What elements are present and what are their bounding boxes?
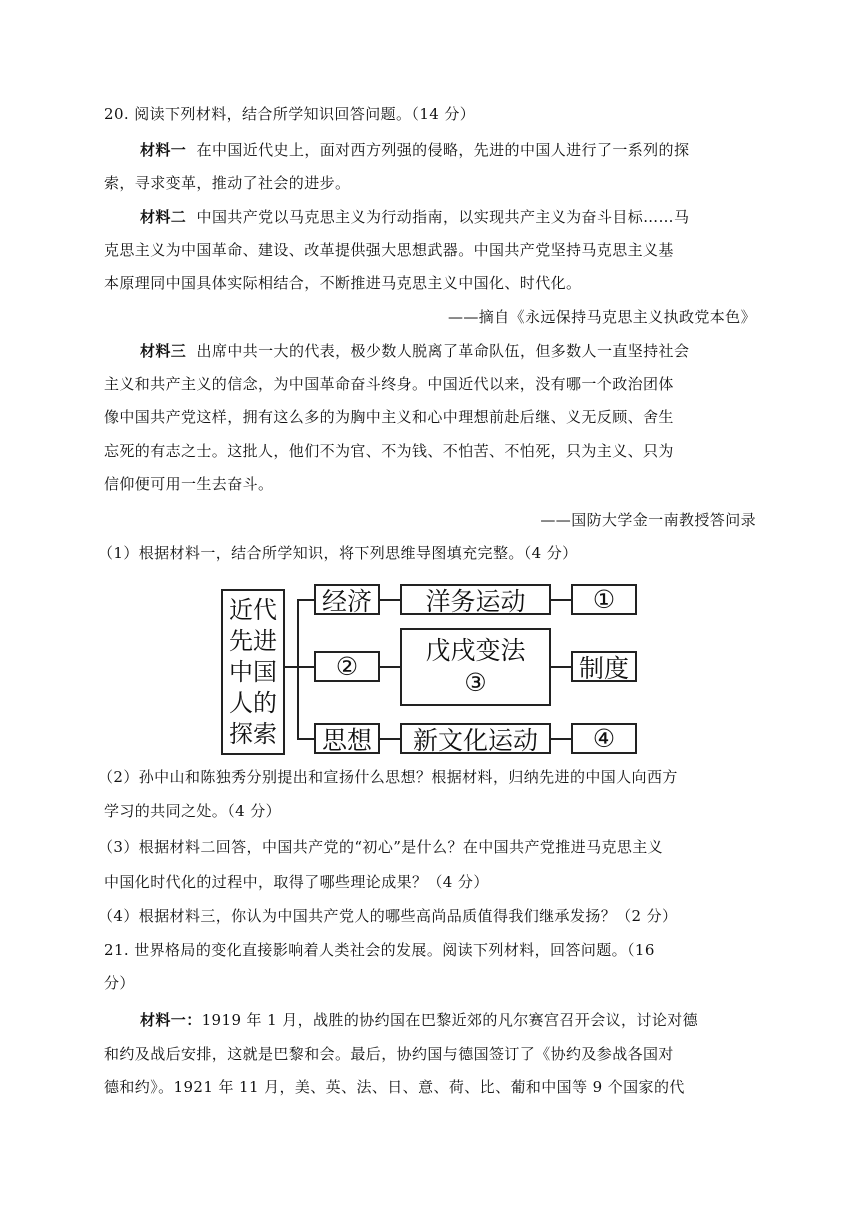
mindmap-root-line: 人的 [229, 688, 277, 717]
connector-line [380, 666, 400, 668]
connector-line [297, 599, 314, 601]
material-3-line-4: 忘死的有志之士。这批人，他们不为官、不为钱、不怕苦、不怕死，只为主义、只为 [104, 442, 674, 460]
material-2-line-1 [140, 207, 756, 227]
mindmap-root-line: 先进 [229, 626, 277, 655]
connector-line [297, 666, 314, 668]
material-1-line-1 [140, 140, 756, 160]
mindmap-root-line: 中国 [229, 657, 277, 686]
mindmap-answer-2: ② [314, 651, 380, 682]
material-3-line-3: 像中国共产党这样，拥有这么多的为胸中主义和心中理想前赴后继、义无反顾、舍生 [104, 408, 674, 426]
q21-material-1-line-2: 和约及战后安排，这就是巴黎和会。最后，协约国与德国签订了《协约及参战各国对 [104, 1045, 674, 1063]
material-2-label: 材料二 [140, 208, 187, 226]
mindmap-answer-1: ① [571, 584, 637, 615]
material-1-label: 材料一 [140, 141, 187, 159]
material-1-text: 在中国近代史上，面对西方列强的侵略，先进的中国人进行了一系列的探 [196, 141, 690, 159]
q21-material-1-text: 1919 年 1 月，战胜的协约国在巴黎近郊的凡尔赛宫召开会议，讨论对德 [201, 1011, 699, 1029]
material-3-line-5: 信仰便可用一生去奋斗。 [104, 475, 274, 493]
q21-material-1-label: 材料一： [140, 1011, 202, 1029]
sub-question-1: （1）根据材料一，结合所学知识，将下列思维导图填充完整。（4 分） [98, 544, 578, 562]
sub-question-4: （4）根据材料三，你认为中国共产党人的哪些高尚品质值得我们继承发扬？（2 分） [98, 907, 678, 925]
question-20-title: 20. 阅读下列材料，结合所学知识回答问题。（14 分） [104, 105, 476, 123]
material-1-line-2: 索，寻求变革，推动了社会的进步。 [104, 174, 351, 192]
q21-material-1-line-1 [140, 1010, 756, 1030]
material-3-source: ——国防大学金一南教授答问录 [540, 511, 756, 529]
mindmap-event-new-culture: 新文化运动 [400, 723, 551, 754]
mindmap-answer-4: ④ [571, 723, 637, 754]
q21-material-1-line-3: 德和约》。1921 年 11 月，美、英、法、日、意、荷、比、葡和中国等 9 个国家的代 [104, 1078, 685, 1096]
mindmap-category-economy: 经济 [314, 584, 380, 615]
mindmap-root-line: 近代 [229, 595, 277, 624]
connector-line [551, 738, 571, 740]
mindmap-answer-3: ③ [464, 668, 487, 697]
question-21-title-line-1: 21. 世界格局的变化直接影响着人类社会的发展。阅读下列材料，回答问题。（16 [104, 941, 655, 959]
mind-map [221, 584, 641, 756]
sub-question-3-line-1: （3）根据材料二回答，中国共产党的“初心”是什么？在中国共产党推进马克思主义 [98, 838, 664, 856]
sub-question-2-line-1: （2）孙中山和陈独秀分别提出和宣扬什么思想？根据材料，归纳先进的中国人向西方 [98, 768, 678, 786]
material-3-line-2: 主义和共产主义的信念，为中国革命奋斗终身。中国近代以来，没有哪一个政治团体 [104, 375, 674, 393]
connector-line [297, 599, 299, 739]
connector-line [380, 599, 400, 601]
mindmap-root-line: 探索 [229, 719, 277, 748]
mindmap-root-box [221, 589, 285, 755]
mindmap-category-thought: 思想 [314, 723, 380, 754]
connector-line [551, 599, 571, 601]
mindmap-result-system: 制度 [571, 651, 637, 682]
material-2-line-3: 本原理同中国具体实际相结合，不断推进马克思主义中国化、时代化。 [104, 274, 582, 292]
sub-question-3-line-2: 中国化时代化的过程中，取得了哪些理论成果？（4 分） [104, 873, 489, 891]
question-21-title-line-2: 分） [104, 974, 135, 992]
connector-line [284, 666, 298, 668]
connector-line [380, 738, 400, 740]
connector-line [551, 666, 571, 668]
mindmap-event-yangwu: 洋务运动 [400, 584, 551, 615]
mindmap-event-wuxu [400, 628, 551, 706]
material-2-text: 中国共产党以马克思主义为行动指南，以实现共产主义为奋斗目标……马 [196, 208, 690, 226]
sub-question-2-line-2: 学习的共同之处。（4 分） [104, 802, 282, 820]
material-3-label: 材料三 [140, 342, 187, 360]
material-3-text: 出席中共一大的代表，极少数人脱离了革命队伍，但多数人一直坚持社会 [196, 342, 690, 360]
material-2-line-2: 克思主义为中国革命、建设、改革提供强大思想武器。中国共产党坚持马克思主义基 [104, 241, 674, 259]
material-3-line-1 [140, 341, 756, 361]
connector-line [297, 738, 314, 740]
material-2-source: ——摘自《永远保持马克思主义执政党本色》 [447, 308, 756, 326]
mindmap-event-wuxu-label: 戊戌变法 [425, 636, 526, 665]
